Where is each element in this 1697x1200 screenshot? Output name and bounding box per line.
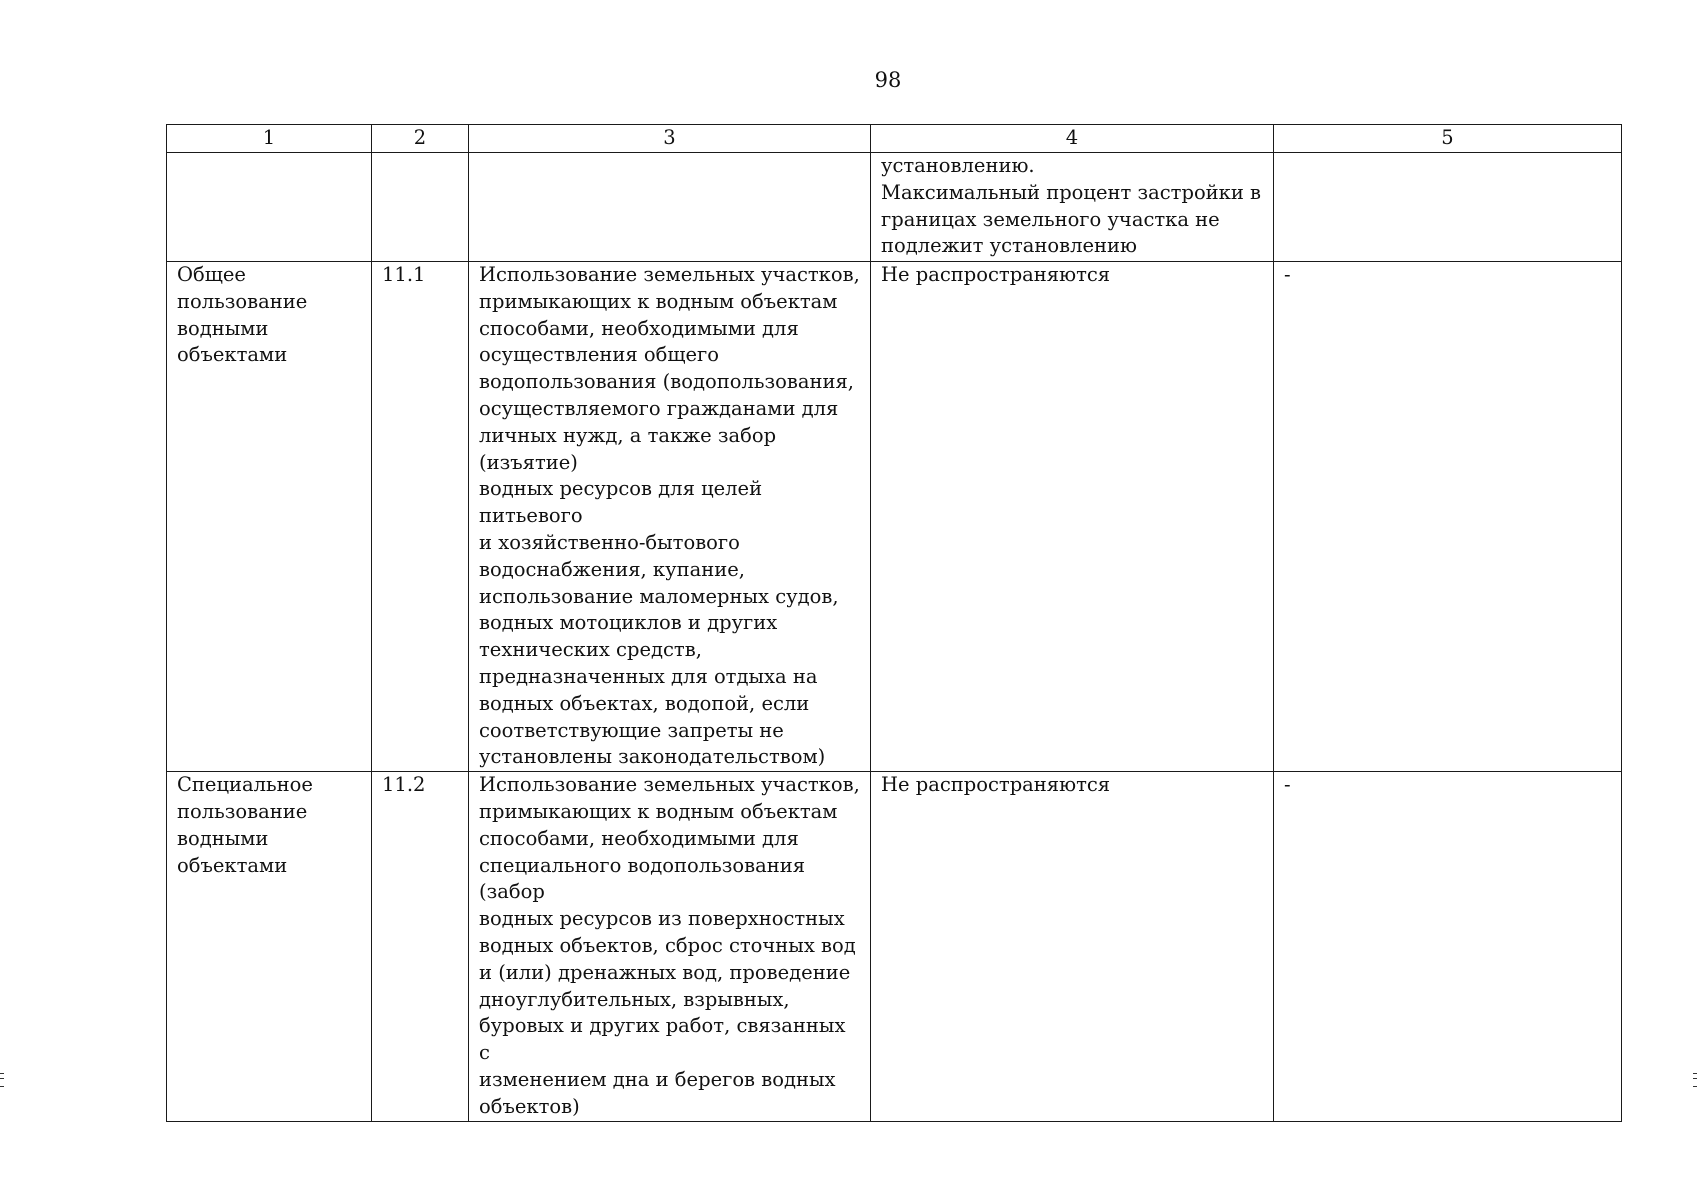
- cell-use-name: Специальное пользование водными объектами: [167, 772, 372, 1121]
- cell-use-description: Использование земельных участков, примыкающих к водным объектам способами, необходимыми для специального водопользования (забор водных ресурсов из поверхностных водных объектов, сброс сточных вод и (или) дренажных вод, проведение дноуглубительных, взрывных, буровых и других работ, связанных с изменением дна и берегов водных объектов): [469, 772, 871, 1121]
- table-row-continuation: [167, 153, 1622, 262]
- left-edge-mark: [0, 1073, 4, 1087]
- column-header-5: 5: [1274, 125, 1622, 153]
- column-header-2: 2: [372, 125, 469, 153]
- cell-use-code: 11.1: [372, 262, 469, 772]
- cell-use-description: [469, 153, 871, 262]
- cell-use-name: Общее пользование водными объектами: [167, 262, 372, 772]
- cell-parameters: установлению. Максимальный процент застройки в границах земельного участка не подлежит установлению: [871, 153, 1274, 262]
- column-header-4: 4: [871, 125, 1274, 153]
- cell-restrictions: [1274, 153, 1622, 262]
- cell-parameters: Не распространяются: [871, 262, 1274, 772]
- cell-restrictions: -: [1274, 772, 1622, 1121]
- page-number: 98: [874, 68, 902, 92]
- table-header-row: [167, 125, 1622, 153]
- cell-parameters: Не распространяются: [871, 772, 1274, 1121]
- cell-restrictions: -: [1274, 262, 1622, 772]
- column-header-3: 3: [469, 125, 871, 153]
- cell-use-code: 11.2: [372, 772, 469, 1121]
- column-header-1: 1: [167, 125, 372, 153]
- table-row-special-water-use: [167, 772, 1622, 1121]
- table-row-general-water-use: [167, 262, 1622, 772]
- cell-use-description: Использование земельных участков, примыкающих к водным объектам способами, необходимыми для осуществления общего водопользования (водопользования, осуществляемого гражданами для личных нужд, а также забор (изъятие) водных ресурсов для целей питьевого и хозяйственно-бытового водоснабжения, купание, использование маломерных судов, водных мотоциклов и других технических средств, предназначенных для отдыха на водных объектах, водопой, если соответствующие запреты не установлены законодательством): [469, 262, 871, 772]
- land-use-table: [166, 124, 1622, 1122]
- cell-use-code: [372, 153, 469, 262]
- cell-use-name: [167, 153, 372, 262]
- right-edge-mark: [1693, 1073, 1697, 1087]
